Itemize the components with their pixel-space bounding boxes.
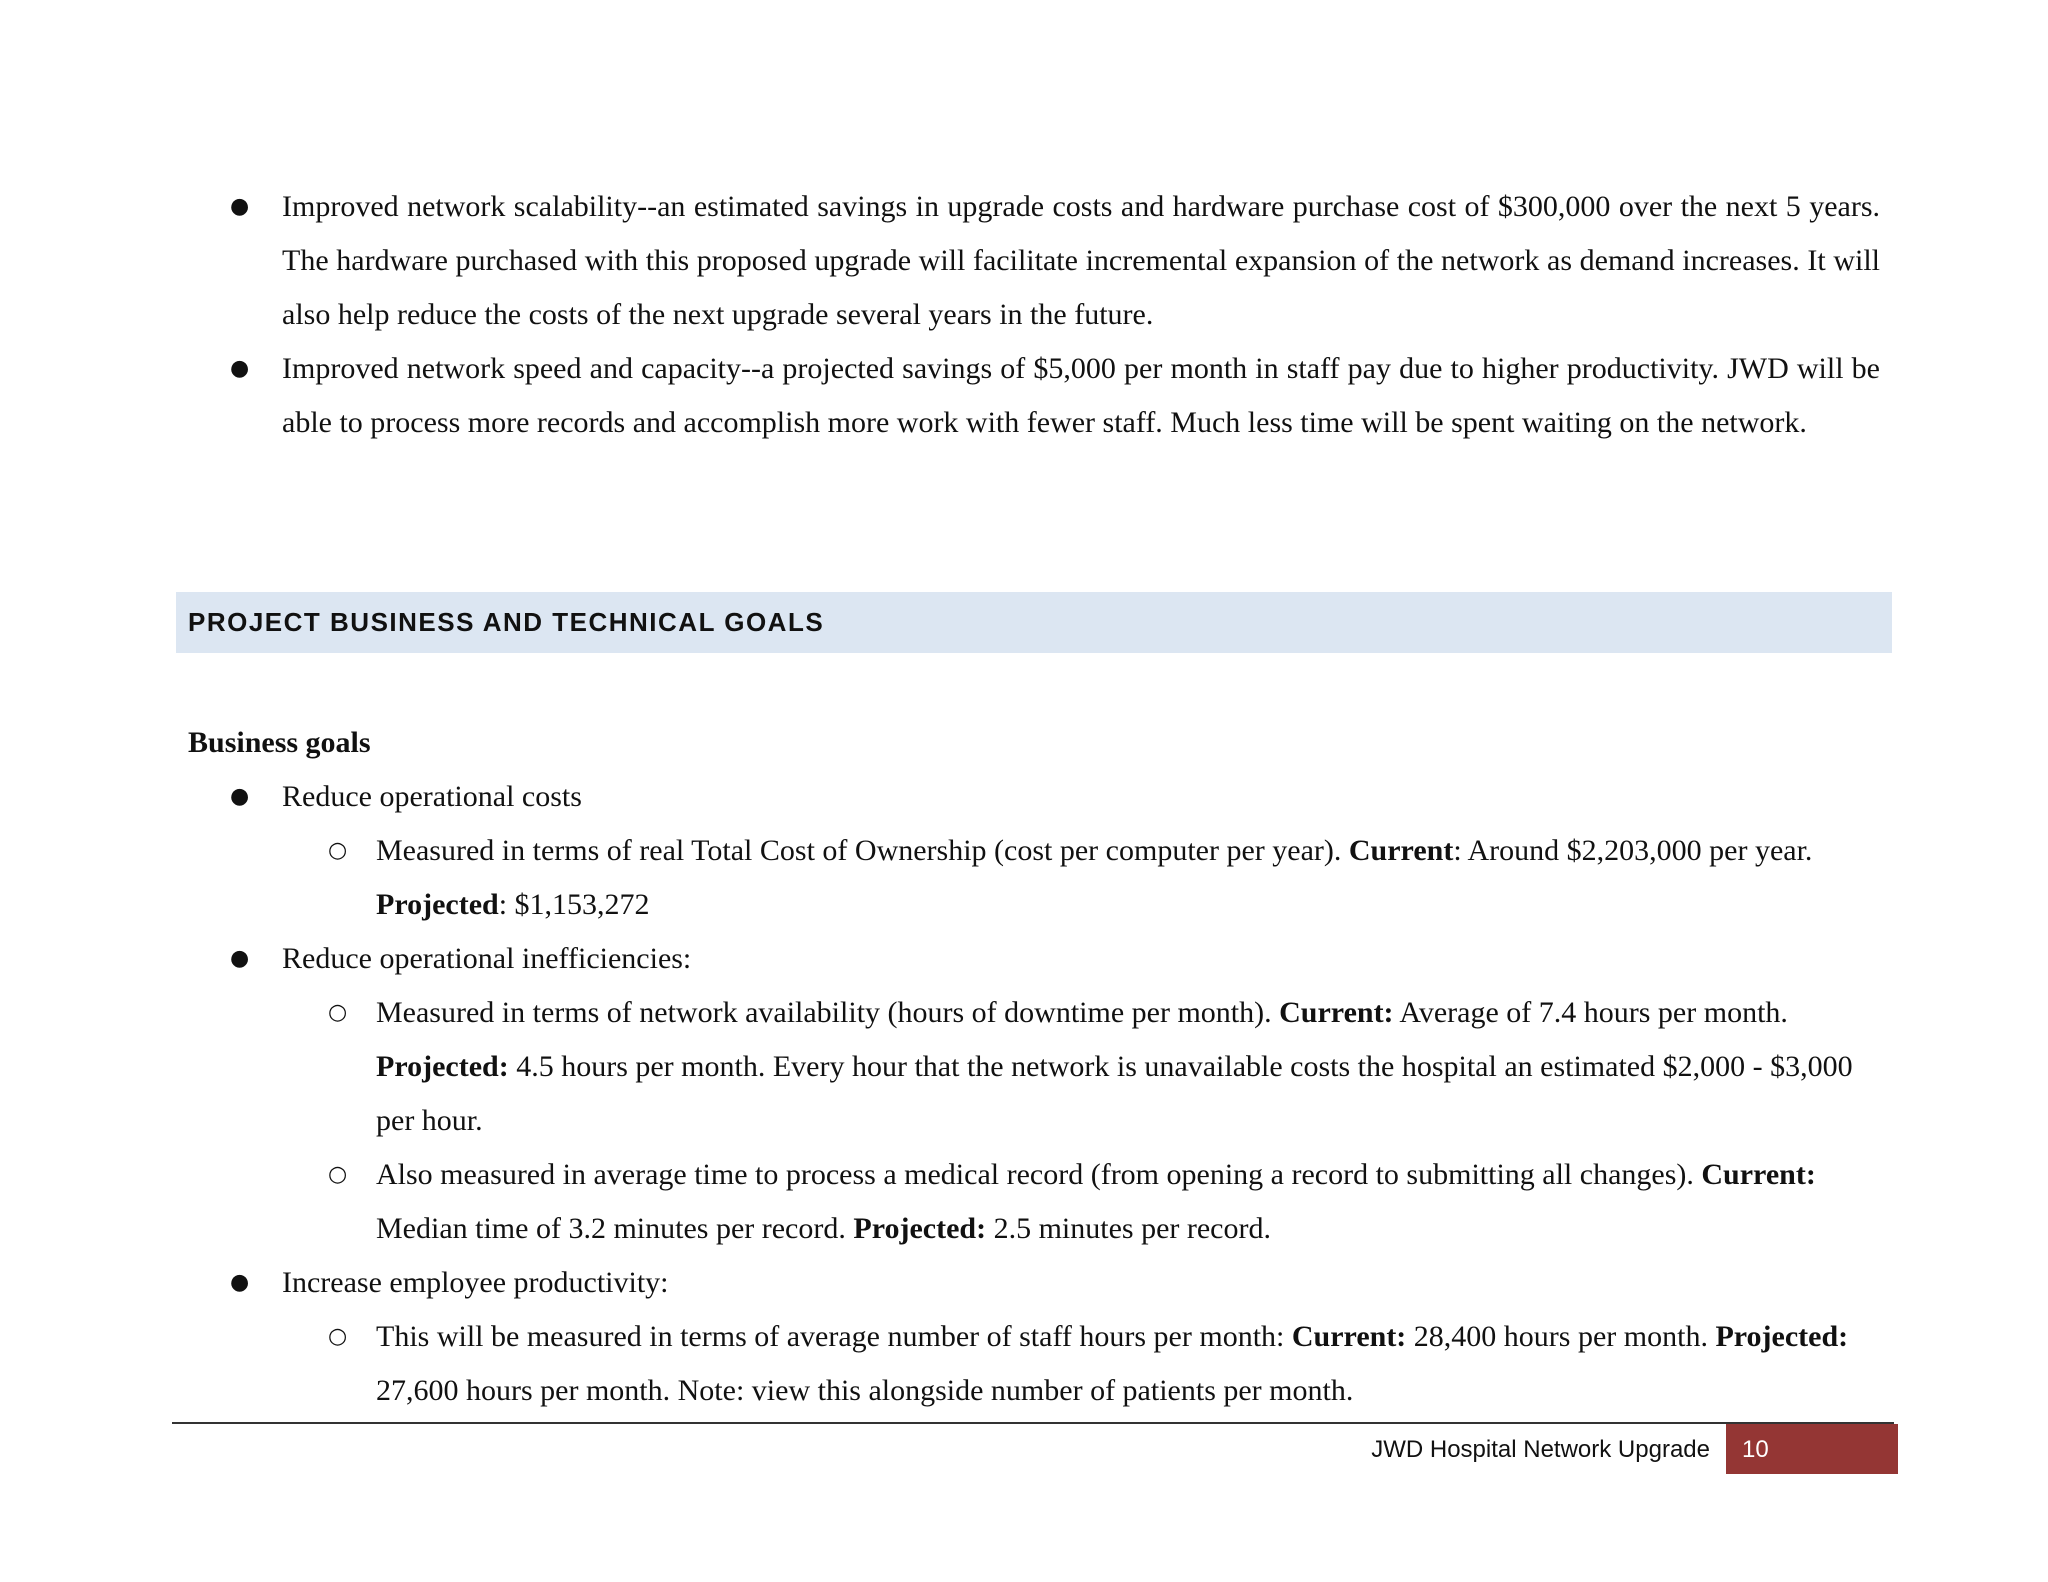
sub-bullet-icon: ○ — [328, 1324, 348, 1349]
footer-rule — [172, 1422, 1894, 1424]
projected-label: Projected: — [376, 1050, 509, 1083]
bullet-icon: ● — [230, 194, 250, 219]
page-number-box — [1726, 1424, 1898, 1474]
goal-label: Increase employee productivity: — [282, 1266, 669, 1299]
goal-item — [188, 932, 1888, 986]
subitem-text: : Around $2,203,000 per year. — [1453, 834, 1813, 867]
subitem-text: Median time of 3.2 minutes per record. — [376, 1212, 854, 1245]
bullet-icon: ● — [230, 784, 250, 809]
list-item — [230, 342, 1880, 450]
goal-subitem — [188, 824, 1888, 932]
current-label: Current — [1348, 834, 1454, 867]
current-label: Current: — [1291, 1320, 1407, 1353]
subitem-text: Measured in terms of network availability (hours of downtime per month). — [376, 996, 1280, 1029]
subitem-text: 4.5 hours per month. Every hour that the network is unavailable costs the hospital an estimated $2,000 - $3,000 per hour. — [376, 1050, 1853, 1137]
subitem-text: 27,600 hours per month. Note: view this alongside number of patients per month. — [376, 1374, 1354, 1407]
subitem-text: Also measured in average time to process a medical record (from opening a record to submitting all changes). — [376, 1158, 1702, 1191]
current-label: Current: — [1279, 996, 1394, 1029]
list-item — [230, 180, 1880, 342]
subitem-text: Measured in terms of real Total Cost of Ownership (cost per computer per year). — [376, 834, 1349, 867]
subitem-text: Average of 7.4 hours per month. — [1393, 996, 1788, 1029]
current-label: Current: — [1701, 1158, 1816, 1191]
section-title: PROJECT BUSINESS AND TECHNICAL GOALS — [188, 607, 825, 637]
list-item-text: Improved network speed and capacity--a projected savings of $5,000 per month in staff pay due to higher productivity. JWD will be able to process more records and accomplish more work with fewer staff. Much less time will be spent waiting on the network. — [282, 352, 1880, 439]
goal-item — [188, 770, 1888, 824]
projected-label: Projected: — [853, 1212, 987, 1245]
goal-label: Reduce operational costs — [282, 780, 582, 813]
section-heading-band — [176, 592, 1892, 653]
goal-subitem — [188, 1148, 1888, 1256]
goal-subitem — [188, 1310, 1888, 1418]
page-number: 10 — [1742, 1436, 1769, 1463]
goal-subitem — [188, 986, 1888, 1148]
goal-label: Reduce operational inefficiencies: — [282, 942, 692, 975]
business-goals-section — [188, 716, 1888, 1418]
bullet-icon: ● — [230, 946, 250, 971]
sub-bullet-icon: ○ — [328, 1162, 348, 1187]
projected-label: Projected — [376, 888, 499, 921]
subitem-text: 28,400 hours per month. — [1406, 1320, 1716, 1353]
subitem-text: : $1,153,272 — [498, 888, 650, 921]
intro-bullet-list — [230, 180, 1880, 450]
bullet-icon: ● — [230, 1270, 250, 1295]
list-item-text: Improved network scalability--an estimated savings in upgrade costs and hardware purchase cost of $300,000 over the next 5 years. The hardware purchased with this proposed upgrade will facilitate incremental expansion of the network as demand increases. It will also help reduce the costs of the next upgrade several years in the future. — [282, 190, 1880, 331]
business-goals-heading: Business goals — [188, 726, 371, 759]
subitem-text: 2.5 minutes per record. — [986, 1212, 1271, 1245]
goal-item — [188, 1256, 1888, 1310]
projected-label: Projected: — [1715, 1320, 1849, 1353]
bullet-icon: ● — [230, 356, 250, 381]
footer-title: JWD Hospital Network Upgrade — [1371, 1436, 1710, 1463]
sub-bullet-icon: ○ — [328, 838, 348, 863]
subitem-text: This will be measured in terms of average number of staff hours per month: — [376, 1320, 1292, 1353]
sub-bullet-icon: ○ — [328, 1000, 348, 1025]
